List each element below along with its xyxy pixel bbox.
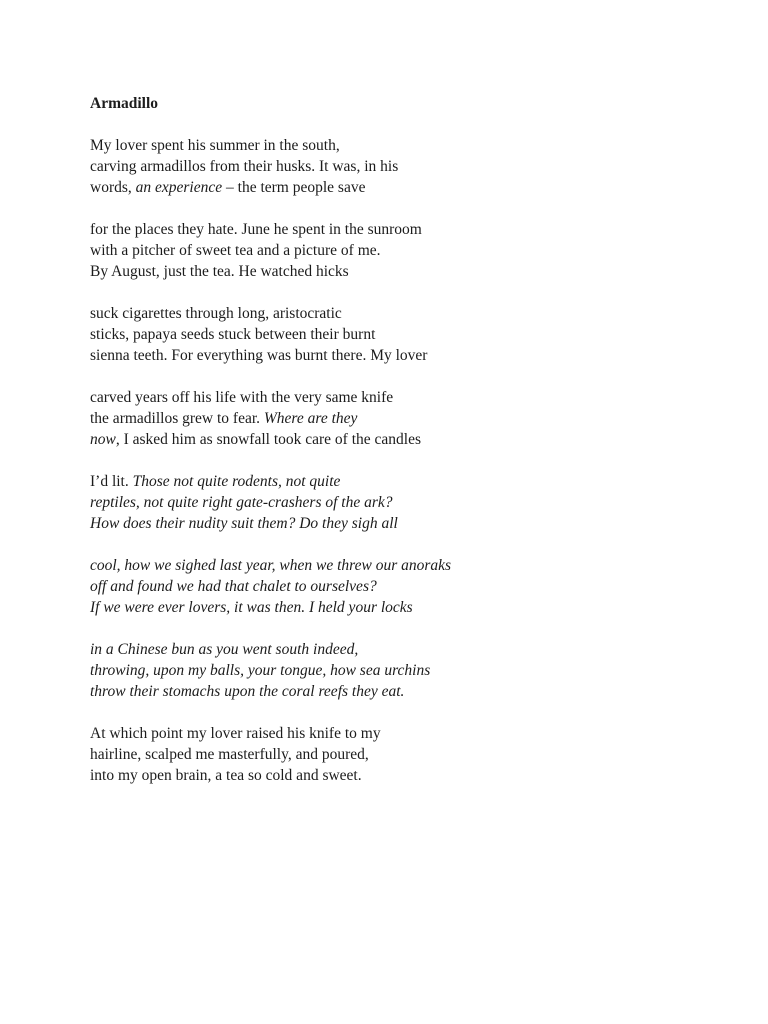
poem-line xyxy=(90,156,398,177)
poem-line-italic-text: Where are they xyxy=(263,410,358,427)
poem-line-text: – the term people save xyxy=(222,179,366,196)
poem-line-italic-text: throwing, upon my balls, your tongue, how sea urchins xyxy=(90,662,431,679)
poem-line-text: sienna teeth. For everything was burnt there. My lover xyxy=(90,347,428,364)
poem-line xyxy=(90,177,365,198)
poem-line-text: , I asked him as snowfall took care of the candles xyxy=(115,431,422,448)
poem-line xyxy=(90,765,362,786)
poem-line xyxy=(90,639,358,660)
poem-line-italic-text: cool, how we sighed last year, when we threw our anoraks xyxy=(90,557,452,574)
poem-line-italic-text: off and found we had that chalet to ourselves? xyxy=(90,578,377,595)
poem-line-italic-text: reptiles, not quite right gate-crashers of the ark? xyxy=(90,494,393,511)
poem-line-italic-text: How does their nudity suit them? Do they sigh all xyxy=(90,515,398,532)
poem-line xyxy=(90,219,422,240)
poem-line-text: the armadillos grew to fear. xyxy=(90,410,264,427)
poem-line xyxy=(90,597,413,618)
poem-line-italic-text: If we were ever lovers, it was then. I held your locks xyxy=(90,599,413,616)
poem-line xyxy=(90,324,375,345)
poem-line-italic-text: Those not quite rodents, not quite xyxy=(132,473,341,490)
poem-line-text: words, xyxy=(90,179,136,196)
poem-line xyxy=(90,492,393,513)
poem-line xyxy=(90,408,357,429)
poem-line xyxy=(90,303,342,324)
poem-line-italic-text: in a Chinese bun as you went south indeed, xyxy=(90,641,359,658)
poem-line-text: By August, just the tea. He watched hicks xyxy=(90,263,349,280)
poem-line xyxy=(90,240,381,261)
poem-line-text: sticks, papaya seeds stuck between their burnt xyxy=(90,326,376,343)
poem-line xyxy=(90,429,421,450)
poem-title: Armadillo xyxy=(90,95,159,112)
poem-line-text: suck cigarettes through long, aristocratic xyxy=(90,305,342,322)
poem-line-text: into my open brain, a tea so cold and sweet. xyxy=(90,767,362,784)
poem-line-text: carved years off his life with the very same knife xyxy=(90,389,394,406)
poem-line xyxy=(90,387,393,408)
poem-line-text: hairline, scalped me masterfully, and poured, xyxy=(90,746,369,763)
poem-line xyxy=(90,660,430,681)
poem-line-text: I’d lit. xyxy=(90,473,133,490)
poem-line-italic-text: throw their stomachs upon the coral reefs they eat. xyxy=(90,683,405,700)
poem-line xyxy=(90,135,340,156)
poem-line xyxy=(90,345,427,366)
poem-line-text: At which point my lover raised his knife to my xyxy=(90,725,381,742)
poem-line-italic-text: an experience xyxy=(135,179,223,196)
poem-line xyxy=(90,513,398,534)
poem-line xyxy=(90,723,381,744)
poem-line-text: My lover spent his summer in the south, xyxy=(90,137,340,154)
poem-line xyxy=(90,261,349,282)
poem-line xyxy=(90,555,451,576)
poem-line-text: for the places they hate. June he spent in the sunroom xyxy=(90,221,422,238)
poem-line-text: with a pitcher of sweet tea and a picture of me. xyxy=(90,242,381,259)
poem-line-italic-text: now xyxy=(90,431,116,448)
poem-line xyxy=(90,471,340,492)
poem-line xyxy=(90,744,369,765)
poem-line-text: carving armadillos from their husks. It was, in his xyxy=(90,158,399,175)
poem-line xyxy=(90,576,377,597)
poem-line xyxy=(90,681,404,702)
